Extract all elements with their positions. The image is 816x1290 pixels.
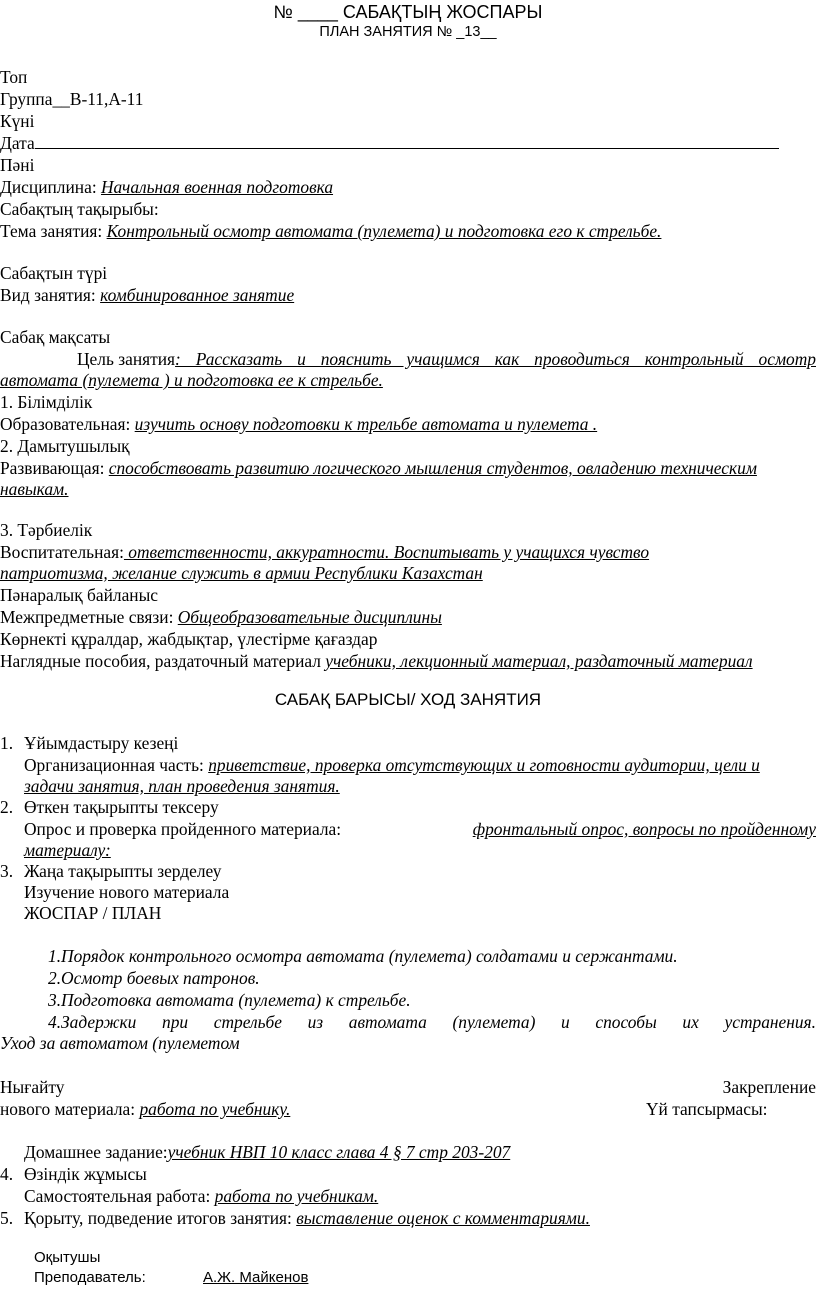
s2-value-2: материалу: xyxy=(24,840,111,860)
discipline-line xyxy=(0,176,333,198)
dev-value-2: навыкам. xyxy=(0,479,69,499)
plan-label: ЖОСПАР / ПЛАН xyxy=(24,903,162,923)
progress-heading: САБАҚ БАРЫСЫ/ ХОД ЗАНЯТИЯ xyxy=(274,690,542,709)
dev-line-2 xyxy=(0,478,69,500)
date-line xyxy=(0,132,779,154)
fix-kz: Нығайту xyxy=(0,1077,65,1097)
label-group: Группа__В-11,А-11 xyxy=(0,89,144,109)
edu-line xyxy=(0,413,597,435)
topic-label: Тема занятия: xyxy=(0,221,107,241)
s4-num: 4. xyxy=(0,1164,14,1184)
edu-value: изучить основу подготовки к трельбе автомата и пулемета . xyxy=(134,414,598,434)
aids-kz: Көрнекті құралдар, жабдықтар, үлестірме қағаздар xyxy=(0,629,378,649)
goal-line-2 xyxy=(0,369,383,391)
upb-kz: 3. Тәрбиелік xyxy=(0,520,93,540)
goal-label: Цель занятия xyxy=(77,349,176,369)
discipline-value: Начальная военная подготовка xyxy=(101,177,334,197)
fix-line2-value: работа по учебнику. xyxy=(139,1099,291,1119)
teacher-kz: Оқытушы xyxy=(34,1249,101,1266)
s5-num: 5. xyxy=(0,1208,14,1228)
upb-line-2 xyxy=(0,562,483,584)
s5-value: выставление оценок с комментариями. xyxy=(296,1208,590,1228)
fix-line-1 xyxy=(0,1076,816,1098)
topic-line xyxy=(0,220,661,242)
hw-line xyxy=(24,1141,510,1163)
plan-item-2: 2.Осмотр боевых патронов. xyxy=(48,968,260,988)
dev-line-1 xyxy=(0,457,757,479)
s1-line-1 xyxy=(24,754,760,776)
s2-title xyxy=(0,796,219,818)
plan-item-1: 1.Порядок контрольного осмотра автомата (пулемета) солдатами и сержантами. xyxy=(48,946,678,966)
goal-kz: Сабақ мақсаты xyxy=(0,327,111,347)
s2-line-2 xyxy=(24,839,111,861)
type-label: Вид занятия: xyxy=(0,285,101,305)
s3-title xyxy=(0,860,222,882)
aids-line xyxy=(0,650,753,672)
plan-item-4: 4.Задержки при стрельбе из автомата (пулемета) и способы их устранения. xyxy=(48,1012,816,1032)
fix-label: Закрепление xyxy=(722,1077,816,1097)
dev-label: Развивающая: xyxy=(0,458,109,478)
date-blank xyxy=(35,134,779,149)
s3-num: 3. xyxy=(0,861,14,881)
s4-line xyxy=(24,1185,378,1207)
label-subject-kz: Пәні xyxy=(0,155,35,175)
topic-kz: Сабақтың тақырыбы: xyxy=(0,199,159,219)
s4-label: Самостоятельная работа: xyxy=(24,1186,215,1206)
plan-item-3: 3.Подготовка автомата (пулемета) к стрельбе. xyxy=(48,990,411,1010)
upb-value-1: ответственности, аккуратности. Воспитывать у учащихся чувство xyxy=(123,542,650,562)
fix-line-2 xyxy=(0,1098,290,1120)
dev-kz: 2. Дамытушылық xyxy=(0,436,130,456)
inter-value: Общеобразовательные дисциплины xyxy=(177,607,442,627)
topic-value: Контрольный осмотр автомата (пулемета) и подготовка его к стрельбе. xyxy=(106,221,662,241)
s2-kz: Өткен тақырыпты тексеру xyxy=(24,797,219,817)
date-label: Дата xyxy=(0,133,35,153)
s2-line-1 xyxy=(24,818,816,840)
inter-kz: Пәнаралық байланыс xyxy=(0,585,159,605)
goal-line-1 xyxy=(77,348,816,370)
s3-kz: Жаңа тақырыпты зерделеу xyxy=(24,861,222,881)
s4-value: работа по учебникам. xyxy=(214,1186,379,1206)
s2-label: Опрос и проверка пройденного материала: xyxy=(24,819,342,839)
type-line xyxy=(0,284,294,306)
aids-value: учебники, лекционный материал, раздаточный материал xyxy=(325,651,753,671)
type-kz: Сабақтын түрі xyxy=(0,263,108,283)
inter-label: Межпредметные связи: xyxy=(0,607,178,627)
s2-num: 2. xyxy=(0,797,14,817)
edu-kz: 1. Білімділік xyxy=(0,392,93,412)
s4-kz: Өзіндік жұмысы xyxy=(24,1164,147,1184)
s4-title xyxy=(0,1163,147,1185)
hw-kz: Үй тапсырмасы: xyxy=(646,1099,768,1119)
type-value: комбинированное занятие xyxy=(100,285,295,305)
label-day: Күні xyxy=(0,111,35,131)
s1-num: 1. xyxy=(0,733,14,753)
teacher-name: А.Ж. Майкенов xyxy=(203,1269,309,1286)
edu-label: Образовательная: xyxy=(0,414,135,434)
plan-title-ru: ПЛАН ЗАНЯТИЯ № _13__ xyxy=(319,24,497,40)
s2-value-1: фронтальный опрос, вопросы по пройденному xyxy=(472,819,816,839)
s1-value-1: приветствие, проверка отсутствующих и готовности аудитории, цели и xyxy=(208,755,760,775)
s1-line-2 xyxy=(24,775,340,797)
s1-label: Организационная часть: xyxy=(24,755,209,775)
s3-label: Изучение нового материала xyxy=(24,882,230,902)
goal-value-1: : Рассказать и пояснить учащимся как проводиться контрольный осмотр xyxy=(175,349,816,369)
fix-line2-label: нового материала: xyxy=(0,1099,140,1119)
hw-value: учебник НВП 10 класс глава 4 § 7 стр 203-207 xyxy=(167,1142,511,1162)
plan-title-kz: № ____ САБАҚТЫҢ ЖОСПАРЫ xyxy=(273,2,543,22)
s5-label: Қорыту, подведение итогов занятия: xyxy=(24,1208,297,1228)
plan-item-4-cont: Уход за автоматом (пулеметом xyxy=(0,1033,240,1053)
s1-value-2: задачи занятия, план проведения занятия. xyxy=(24,776,340,796)
upb-value-2: патриотизма, желание служить в армии Республики Казахстан xyxy=(0,563,483,583)
upb-line-1 xyxy=(0,541,649,563)
discipline-label: Дисциплина: xyxy=(0,177,101,197)
upb-label: Воспитательная: xyxy=(0,542,124,562)
dev-value-1: способствовать развитию логического мышления студентов, овладению техническим xyxy=(108,458,757,478)
s5-line xyxy=(0,1207,590,1229)
s1-title xyxy=(0,732,178,754)
hw-label: Домашнее задание: xyxy=(24,1142,168,1162)
label-top: Топ xyxy=(0,67,28,87)
teacher-label: Преподаватель: xyxy=(34,1269,146,1286)
s1-kz: Ұйымдастыру кезеңі xyxy=(24,733,179,753)
aids-label: Наглядные пособия, раздаточный материал xyxy=(0,651,326,671)
inter-line xyxy=(0,606,442,628)
goal-value-2: автомата (пулемета ) и подготовка ее к стрельбе. xyxy=(0,370,383,390)
